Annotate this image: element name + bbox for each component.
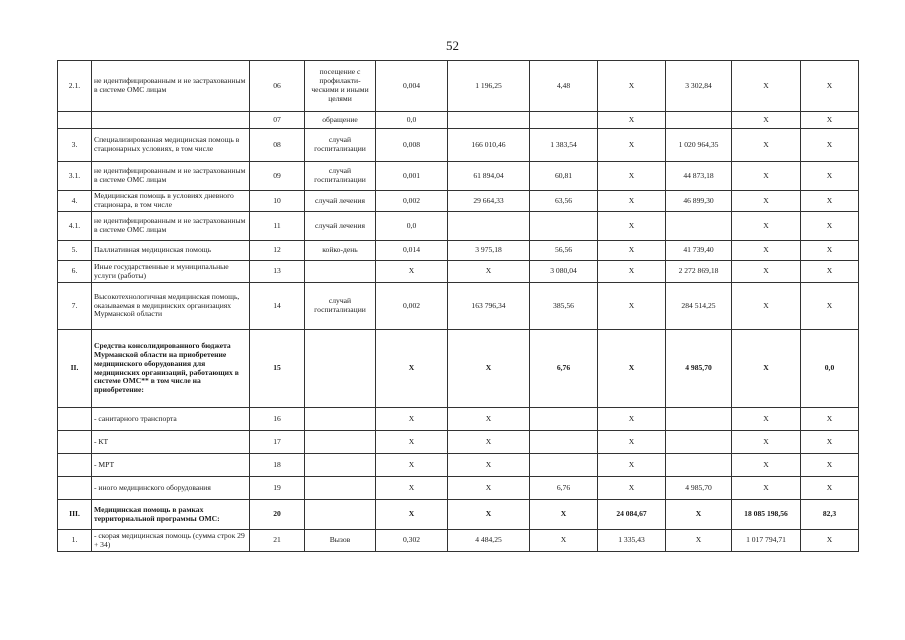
row-name-cell: Медицинская помощь в рамках территориальной программы ОМС: <box>92 500 250 530</box>
table-row <box>58 283 859 330</box>
percent-cell: Х <box>801 212 859 241</box>
table-row <box>58 330 859 408</box>
unit-cell <box>305 500 376 530</box>
oms-total-cell: Х <box>732 61 801 112</box>
volume-cell: 0,014 <box>376 241 448 261</box>
unit-cell: случай госпитализации <box>305 129 376 162</box>
table-row <box>58 454 859 477</box>
budget-norm-cell: 60,81 <box>530 162 598 191</box>
cost-per-unit-cell: 61 894,04 <box>448 162 530 191</box>
oms-norm-cell: 24 084,67 <box>598 500 666 530</box>
row-number-cell <box>58 112 92 129</box>
row-name-cell: - КТ <box>92 431 250 454</box>
percent-cell: Х <box>801 261 859 283</box>
budget-total-cell: 2 272 869,18 <box>666 261 732 283</box>
percent-cell: Х <box>801 431 859 454</box>
row-number-cell <box>58 431 92 454</box>
table-row <box>58 477 859 500</box>
cost-per-unit-cell <box>448 212 530 241</box>
row-number-cell: 2.1. <box>58 61 92 112</box>
oms-total-cell: Х <box>732 261 801 283</box>
percent-cell: Х <box>801 530 859 552</box>
row-name-cell <box>92 112 250 129</box>
oms-total-cell: 18 085 198,56 <box>732 500 801 530</box>
line-code-cell: 18 <box>250 454 305 477</box>
percent-cell: Х <box>801 191 859 212</box>
cost-per-unit-cell: 1 196,25 <box>448 61 530 112</box>
volume-cell: Х <box>376 330 448 408</box>
oms-norm-cell: Х <box>598 477 666 500</box>
row-name-cell: - МРТ <box>92 454 250 477</box>
oms-total-cell: Х <box>732 454 801 477</box>
volume-cell: Х <box>376 477 448 500</box>
row-number-cell: 1. <box>58 530 92 552</box>
volume-cell: 0,002 <box>376 191 448 212</box>
row-number-cell: 7. <box>58 283 92 330</box>
budget-norm-cell <box>530 431 598 454</box>
volume-cell: Х <box>376 500 448 530</box>
cost-per-unit-cell: Х <box>448 477 530 500</box>
row-name-cell: Паллиативная медицинская помощь <box>92 241 250 261</box>
row-name-cell: не идентифицированным и не застрахованным в системе ОМС лицам <box>92 212 250 241</box>
budget-norm-cell: Х <box>530 530 598 552</box>
row-name-cell: Иные государственные и муниципальные услуги (работы) <box>92 261 250 283</box>
table-row <box>58 61 859 112</box>
unit-cell <box>305 454 376 477</box>
row-name-cell: Средства консолидированного бюджета Мурманской области на приобретение медицинского оборудования для медицинских организаций, работающих в системе ОМС** в том числе на приобретение: <box>92 330 250 408</box>
budget-norm-cell: 1 383,54 <box>530 129 598 162</box>
volume-cell: Х <box>376 454 448 477</box>
volume-cell: 0,302 <box>376 530 448 552</box>
unit-cell: обращение <box>305 112 376 129</box>
table-row <box>58 212 859 241</box>
line-code-cell: 13 <box>250 261 305 283</box>
oms-total-cell: Х <box>732 191 801 212</box>
volume-cell: 0,001 <box>376 162 448 191</box>
percent-cell: 82,3 <box>801 500 859 530</box>
cost-per-unit-cell: 3 975,18 <box>448 241 530 261</box>
cost-per-unit-cell: 29 664,33 <box>448 191 530 212</box>
cost-per-unit-cell: Х <box>448 261 530 283</box>
row-name-cell: Специализированная медицинская помощь в стационарных условиях, в том числе <box>92 129 250 162</box>
percent-cell: Х <box>801 283 859 330</box>
table-row <box>58 261 859 283</box>
percent-cell: Х <box>801 61 859 112</box>
cost-per-unit-cell: 4 484,25 <box>448 530 530 552</box>
budget-norm-cell <box>530 112 598 129</box>
table-row <box>58 162 859 191</box>
budget-norm-cell <box>530 454 598 477</box>
row-number-cell: 6. <box>58 261 92 283</box>
row-number-cell: 4. <box>58 191 92 212</box>
row-number-cell <box>58 477 92 500</box>
line-code-cell: 08 <box>250 129 305 162</box>
cost-per-unit-cell: Х <box>448 431 530 454</box>
row-name-cell: Высокотехнологичная медицинская помощь, оказываемая в медицинских организациях Мурманской области <box>92 283 250 330</box>
table-row <box>58 129 859 162</box>
line-code-cell: 07 <box>250 112 305 129</box>
volume-cell: 0,0 <box>376 112 448 129</box>
cost-per-unit-cell: Х <box>448 408 530 431</box>
percent-cell: Х <box>801 162 859 191</box>
row-number-cell <box>58 454 92 477</box>
budget-total-cell: 46 899,30 <box>666 191 732 212</box>
budget-norm-cell: 63,56 <box>530 191 598 212</box>
oms-norm-cell: Х <box>598 408 666 431</box>
line-code-cell: 15 <box>250 330 305 408</box>
oms-norm-cell: Х <box>598 112 666 129</box>
budget-total-cell: 1 020 964,35 <box>666 129 732 162</box>
oms-norm-cell: Х <box>598 241 666 261</box>
oms-norm-cell: Х <box>598 61 666 112</box>
cost-per-unit-cell: Х <box>448 330 530 408</box>
row-name-cell: не идентифицированным и не застрахованным в системе ОМС лицам <box>92 61 250 112</box>
budget-total-cell: 3 302,84 <box>666 61 732 112</box>
unit-cell: Вызов <box>305 530 376 552</box>
unit-cell <box>305 330 376 408</box>
unit-cell <box>305 261 376 283</box>
volume-cell: Х <box>376 408 448 431</box>
budget-norm-cell: 6,76 <box>530 477 598 500</box>
budget-norm-cell: Х <box>530 500 598 530</box>
budget-total-cell <box>666 454 732 477</box>
oms-total-cell: Х <box>732 283 801 330</box>
line-code-cell: 06 <box>250 61 305 112</box>
row-number-cell: II. <box>58 330 92 408</box>
volume-cell: Х <box>376 261 448 283</box>
oms-norm-cell: Х <box>598 261 666 283</box>
cost-per-unit-cell: Х <box>448 454 530 477</box>
unit-cell: случай лечения <box>305 212 376 241</box>
budget-total-cell: 41 739,40 <box>666 241 732 261</box>
table-row <box>58 530 859 552</box>
oms-total-cell: Х <box>732 112 801 129</box>
cost-per-unit-cell: 163 796,34 <box>448 283 530 330</box>
percent-cell: Х <box>801 129 859 162</box>
unit-cell: случай госпитализации <box>305 162 376 191</box>
oms-norm-cell: Х <box>598 191 666 212</box>
oms-norm-cell: Х <box>598 129 666 162</box>
budget-total-cell: 4 985,70 <box>666 330 732 408</box>
budget-norm-cell <box>530 212 598 241</box>
percent-cell: Х <box>801 241 859 261</box>
table-row <box>58 408 859 431</box>
volume-cell: 0,0 <box>376 212 448 241</box>
oms-total-cell: Х <box>732 212 801 241</box>
oms-total-cell: 1 017 794,71 <box>732 530 801 552</box>
line-code-cell: 19 <box>250 477 305 500</box>
cost-per-unit-cell: Х <box>448 500 530 530</box>
line-code-cell: 10 <box>250 191 305 212</box>
line-code-cell: 09 <box>250 162 305 191</box>
line-code-cell: 20 <box>250 500 305 530</box>
unit-cell: посещение с профилакти-ческими и иными целями <box>305 61 376 112</box>
budget-total-cell: 284 514,25 <box>666 283 732 330</box>
budget-total-cell: 4 985,70 <box>666 477 732 500</box>
budget-total-cell: 44 873,18 <box>666 162 732 191</box>
oms-norm-cell: Х <box>598 454 666 477</box>
table-row <box>58 191 859 212</box>
percent-cell: Х <box>801 477 859 500</box>
budget-norm-cell: 3 080,04 <box>530 261 598 283</box>
volume-cell: 0,004 <box>376 61 448 112</box>
oms-norm-cell: Х <box>598 330 666 408</box>
table-row <box>58 431 859 454</box>
page-number: 52 <box>446 38 459 53</box>
unit-cell: случай лечения <box>305 191 376 212</box>
row-number-cell: III. <box>58 500 92 530</box>
percent-cell: Х <box>801 112 859 129</box>
oms-norm-cell: Х <box>598 212 666 241</box>
budget-total-cell <box>666 408 732 431</box>
unit-cell: койко-день <box>305 241 376 261</box>
row-name-cell: не идентифицированным и не застрахованным в системе ОМС лицам <box>92 162 250 191</box>
budget-total-cell <box>666 431 732 454</box>
table-row <box>58 241 859 261</box>
row-number-cell: 3.1. <box>58 162 92 191</box>
line-code-cell: 16 <box>250 408 305 431</box>
line-code-cell: 21 <box>250 530 305 552</box>
budget-total-cell <box>666 112 732 129</box>
oms-norm-cell: 1 335,43 <box>598 530 666 552</box>
row-number-cell: 3. <box>58 129 92 162</box>
oms-total-cell: Х <box>732 408 801 431</box>
unit-cell <box>305 431 376 454</box>
unit-cell <box>305 477 376 500</box>
oms-norm-cell: Х <box>598 162 666 191</box>
cost-per-unit-cell <box>448 112 530 129</box>
budget-norm-cell: 56,56 <box>530 241 598 261</box>
line-code-cell: 12 <box>250 241 305 261</box>
row-name-cell: - санитарного транспорта <box>92 408 250 431</box>
budget-norm-cell: 4,48 <box>530 61 598 112</box>
oms-total-cell: Х <box>732 477 801 500</box>
budget-norm-cell <box>530 408 598 431</box>
oms-norm-cell: Х <box>598 431 666 454</box>
volume-cell: 0,002 <box>376 283 448 330</box>
percent-cell: Х <box>801 454 859 477</box>
oms-total-cell: Х <box>732 431 801 454</box>
budget-norm-cell: 385,56 <box>530 283 598 330</box>
oms-total-cell: Х <box>732 129 801 162</box>
cost-per-unit-cell: 166 010,46 <box>448 129 530 162</box>
row-name-cell: - иного медицинского оборудования <box>92 477 250 500</box>
row-number-cell <box>58 408 92 431</box>
budget-total-cell <box>666 212 732 241</box>
budget-total-cell: Х <box>666 500 732 530</box>
table-row <box>58 500 859 530</box>
line-code-cell: 17 <box>250 431 305 454</box>
unit-cell <box>305 408 376 431</box>
volume-cell: 0,008 <box>376 129 448 162</box>
percent-cell: 0,0 <box>801 330 859 408</box>
program-table <box>57 60 859 552</box>
budget-norm-cell: 6,76 <box>530 330 598 408</box>
row-number-cell: 4.1. <box>58 212 92 241</box>
volume-cell: Х <box>376 431 448 454</box>
oms-total-cell: Х <box>732 330 801 408</box>
percent-cell: Х <box>801 408 859 431</box>
table-row <box>58 112 859 129</box>
row-name-cell: Медицинская помощь в условиях дневного стационара, в том числе <box>92 191 250 212</box>
line-code-cell: 11 <box>250 212 305 241</box>
oms-total-cell: Х <box>732 162 801 191</box>
row-number-cell: 5. <box>58 241 92 261</box>
unit-cell: случай госпитализации <box>305 283 376 330</box>
row-name-cell: - скорая медицинская помощь (сумма строк 29 + 34) <box>92 530 250 552</box>
oms-total-cell: Х <box>732 241 801 261</box>
oms-norm-cell: Х <box>598 283 666 330</box>
line-code-cell: 14 <box>250 283 305 330</box>
budget-total-cell: Х <box>666 530 732 552</box>
